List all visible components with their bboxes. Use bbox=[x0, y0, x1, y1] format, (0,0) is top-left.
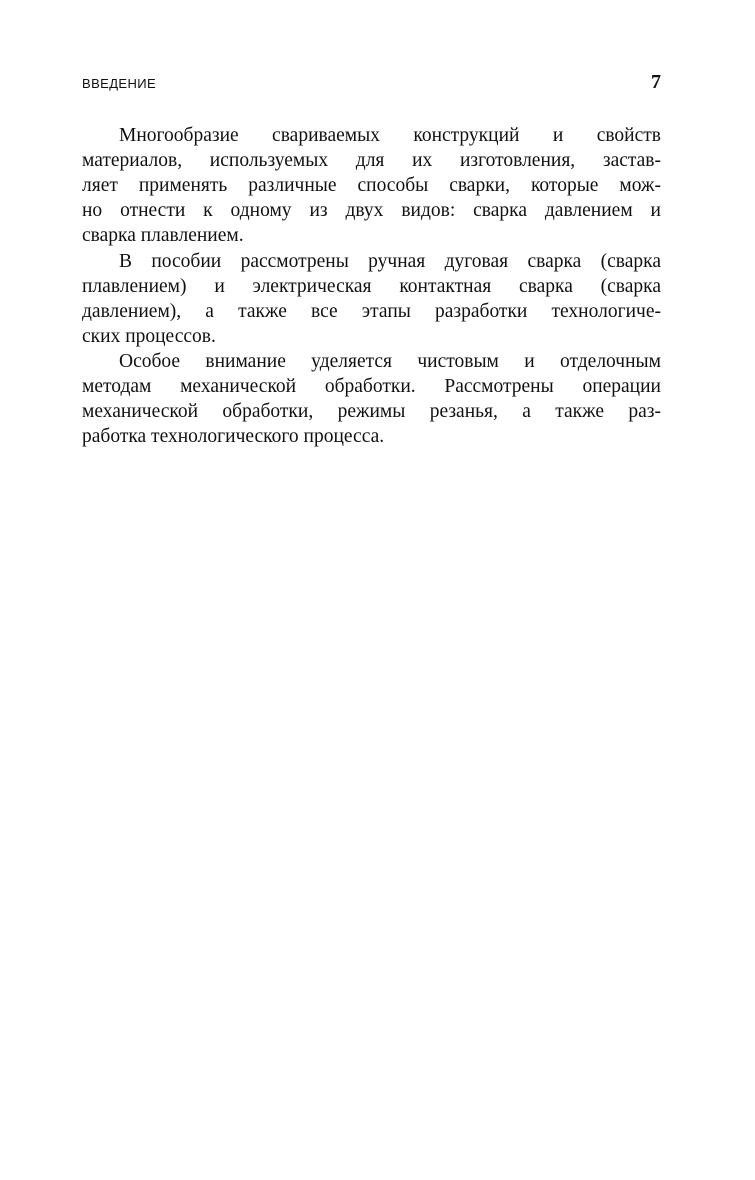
paragraph-2-line-2: плавлением) и электрическая контактная сварка (сварка bbox=[82, 276, 661, 297]
paragraph-1-line-1: Многообразие свариваемых конструкций и свойств bbox=[119, 125, 661, 146]
paragraph-1-line-2: материалов, используемых для их изготовления, застав- bbox=[82, 150, 661, 171]
paragraph-3-line-3: механической обработки, режимы резанья, а также раз- bbox=[82, 401, 661, 422]
paragraph-1-line-5: сварка плавлением. bbox=[82, 225, 244, 246]
paragraph-2-line-1: В пособии рассмотрены ручная дуговая сварка (сварка bbox=[119, 251, 661, 272]
paragraph-3-line-2: методам механической обработки. Рассмотрены операции bbox=[82, 376, 661, 397]
paragraph-3-line-1: Особое внимание уделяется чистовым и отделочным bbox=[119, 351, 661, 372]
paragraph-2-line-4: ских процессов. bbox=[82, 326, 216, 347]
paragraph-1-line-4: но отнести к одному из двух видов: сварка давлением и bbox=[82, 200, 661, 221]
paragraph-1-line-3: ляет применять различные способы сварки, которые мож- bbox=[82, 175, 661, 196]
paragraph-2-line-3: давлением), а также все этапы разработки технологиче- bbox=[82, 301, 661, 322]
paragraph-3-line-4: работка технологического процесса. bbox=[82, 426, 385, 447]
page-number: 7 bbox=[651, 71, 661, 93]
running-head-title: ВВЕДЕНИЕ bbox=[82, 76, 157, 91]
